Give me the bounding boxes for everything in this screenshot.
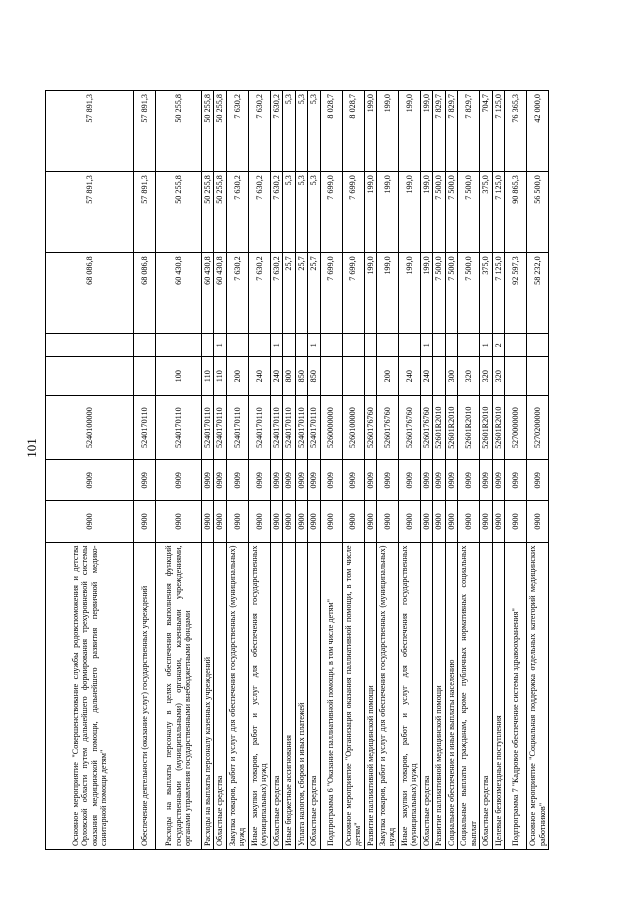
amount-year-1: 60 430,8	[214, 253, 226, 334]
expense-type-code: 240	[398, 357, 420, 396]
table-row	[270, 91, 282, 850]
amount-year-1: 25,7	[295, 253, 307, 334]
subsection-code: 0909	[134, 460, 156, 501]
amount-year-1: 68 086,8	[46, 253, 134, 334]
target-article-code: 5240170110	[134, 396, 156, 460]
table-row	[458, 91, 480, 850]
subsection-code: 0909	[283, 460, 295, 501]
extra-code	[398, 334, 420, 357]
table-row	[364, 91, 376, 850]
table-row	[527, 91, 549, 850]
row-name: Основное мероприятие "Совершенствование службы родовспоможения и детства Орловской области путем дальнейшего формирования трехуровневой системы оказания медицинской помощи, дальнейшего развития первичной медико-санитарной помощи детям"	[46, 542, 134, 849]
amount-year-1: 25,7	[308, 253, 320, 334]
section-code: 0900	[134, 501, 156, 542]
row-name: Целевые безвозмездные поступления	[492, 542, 504, 849]
amount-year-1: 92 597,3	[505, 253, 527, 334]
subsection-code: 0909	[433, 460, 445, 501]
target-article-code: 5260000000	[320, 396, 342, 460]
expense-type-code: 320	[480, 357, 492, 396]
expense-type-code: 100	[156, 357, 202, 396]
expense-type-code: 240	[420, 357, 432, 396]
amount-year-2: 375,0	[480, 172, 492, 253]
extra-code: 1	[214, 334, 226, 357]
table-row	[134, 91, 156, 850]
section-code: 0900	[308, 501, 320, 542]
amount-year-1: 7 630,2	[270, 253, 282, 334]
amount-year-1: 60 430,8	[156, 253, 202, 334]
section-code: 0900	[480, 501, 492, 542]
subsection-code: 0909	[458, 460, 480, 501]
row-name: Закупка товаров, работ и услуг для обеспечения государственных (муниципальных) нужд	[376, 542, 398, 849]
expense-type-code: 800	[283, 357, 295, 396]
extra-code	[156, 334, 202, 357]
expense-type-code: 300	[445, 357, 457, 396]
amount-year-3: 5,3	[283, 91, 295, 172]
target-article-code: 52601R2010	[433, 396, 445, 460]
subsection-code: 0909	[270, 460, 282, 501]
table-row	[46, 91, 134, 850]
section-code: 0900	[46, 501, 134, 542]
amount-year-2: 199,0	[364, 172, 376, 253]
amount-year-3: 5,3	[295, 91, 307, 172]
section-code: 0900	[342, 501, 364, 542]
extra-code	[364, 334, 376, 357]
section-code: 0900	[492, 501, 504, 542]
section-code: 0900	[214, 501, 226, 542]
amount-year-1: 60 430,8	[202, 253, 214, 334]
target-article-code: 5240100000	[46, 396, 134, 460]
row-name: Областные средства	[420, 542, 432, 849]
table-row	[492, 91, 504, 850]
expense-type-code	[527, 357, 549, 396]
expense-type-code	[364, 357, 376, 396]
section-code: 0900	[270, 501, 282, 542]
table-row	[283, 91, 295, 850]
table-row	[433, 91, 445, 850]
section-code: 0900	[283, 501, 295, 542]
amount-year-2: 7 699,0	[342, 172, 364, 253]
target-article-code: 5270000000	[505, 396, 527, 460]
section-code: 0900	[202, 501, 214, 542]
amount-year-3: 7 829,7	[445, 91, 457, 172]
amount-year-3: 199,0	[376, 91, 398, 172]
amount-year-2: 7 630,2	[270, 172, 282, 253]
subsection-code: 0909	[376, 460, 398, 501]
row-name: Развитие паллиативной медицинской помощи	[433, 542, 445, 849]
amount-year-3: 50 255,8	[156, 91, 202, 172]
amount-year-2: 7 500,0	[445, 172, 457, 253]
amount-year-1: 7 699,0	[320, 253, 342, 334]
amount-year-2: 56 500,0	[527, 172, 549, 253]
subsection-code: 0909	[295, 460, 307, 501]
subsection-code: 0909	[420, 460, 432, 501]
amount-year-3: 7 829,7	[458, 91, 480, 172]
extra-code	[46, 334, 134, 357]
extra-code: 1	[270, 334, 282, 357]
section-code: 0900	[420, 501, 432, 542]
amount-year-3: 7 829,7	[433, 91, 445, 172]
extra-code	[505, 334, 527, 357]
amount-year-1: 25,7	[283, 253, 295, 334]
table-row	[214, 91, 226, 850]
amount-year-3: 5,3	[308, 91, 320, 172]
subsection-code: 0909	[527, 460, 549, 501]
amount-year-3: 199,0	[420, 91, 432, 172]
row-name: Основное мероприятие "Социальная поддержка отдельных категорий медицинских работников"	[527, 542, 549, 849]
amount-year-2: 7 125,0	[492, 172, 504, 253]
table-row	[156, 91, 202, 850]
extra-code	[248, 334, 270, 357]
target-article-code: 5240170110	[295, 396, 307, 460]
row-name: Подпрограмма 7 "Кадровое обеспечение системы здравоохранения"	[505, 542, 527, 849]
amount-year-1: 7 500,0	[458, 253, 480, 334]
target-article-code: 5240170110	[214, 396, 226, 460]
subsection-code: 0909	[156, 460, 202, 501]
table-row	[505, 91, 527, 850]
row-name: Основное мероприятие "Организация оказания паллиативной помощи, в том числе детям"	[342, 542, 364, 849]
table-row	[342, 91, 364, 850]
subsection-code: 0909	[320, 460, 342, 501]
amount-year-3: 50 255,8	[202, 91, 214, 172]
table-row	[308, 91, 320, 850]
extra-code: 1	[308, 334, 320, 357]
extra-code: 2	[492, 334, 504, 357]
extra-code	[283, 334, 295, 357]
extra-code	[433, 334, 445, 357]
subsection-code: 0909	[445, 460, 457, 501]
amount-year-3: 199,0	[398, 91, 420, 172]
amount-year-2: 7 699,0	[320, 172, 342, 253]
expense-type-code: 240	[270, 357, 282, 396]
amount-year-2: 199,0	[420, 172, 432, 253]
expense-type-code	[320, 357, 342, 396]
amount-year-3: 57 891,3	[46, 91, 134, 172]
expense-type-code: 320	[458, 357, 480, 396]
subsection-code: 0909	[226, 460, 248, 501]
extra-code	[320, 334, 342, 357]
extra-code	[527, 334, 549, 357]
page-number: 101	[24, 438, 39, 458]
amount-year-1: 7 699,0	[342, 253, 364, 334]
subsection-code: 0909	[248, 460, 270, 501]
section-code: 0900	[248, 501, 270, 542]
budget-table-body	[46, 91, 549, 850]
target-article-code: 52601R2010	[445, 396, 457, 460]
subsection-code: 0909	[46, 460, 134, 501]
expense-type-code	[46, 357, 134, 396]
amount-year-3: 50 255,8	[214, 91, 226, 172]
table-row	[295, 91, 307, 850]
section-code: 0900	[445, 501, 457, 542]
expense-type-code: 110	[214, 357, 226, 396]
section-code: 0900	[505, 501, 527, 542]
amount-year-2: 199,0	[376, 172, 398, 253]
section-code: 0900	[458, 501, 480, 542]
amount-year-1: 7 125,0	[492, 253, 504, 334]
section-code: 0900	[433, 501, 445, 542]
extra-code	[202, 334, 214, 357]
table-row	[202, 91, 214, 850]
target-article-code: 5240170110	[248, 396, 270, 460]
amount-year-1: 199,0	[398, 253, 420, 334]
extra-code	[342, 334, 364, 357]
amount-year-2: 7 500,0	[458, 172, 480, 253]
amount-year-2: 50 255,8	[202, 172, 214, 253]
row-name: Областные средства	[270, 542, 282, 849]
extra-code	[458, 334, 480, 357]
amount-year-3: 42 000,0	[527, 91, 549, 172]
amount-year-3: 7 630,2	[270, 91, 282, 172]
amount-year-1: 199,0	[420, 253, 432, 334]
amount-year-2: 5,3	[308, 172, 320, 253]
row-name: Обеспечение деятельности (оказание услуг) государственных учреждений	[134, 542, 156, 849]
amount-year-3: 8 028,7	[342, 91, 364, 172]
amount-year-1: 375,0	[480, 253, 492, 334]
expense-type-code	[134, 357, 156, 396]
target-article-code: 5240170110	[270, 396, 282, 460]
row-name: Расходы на выплаты персоналу в целях обеспечения выполнения функций государственными (муниципальными) органами, казенными учреждениями, органами управления государственными внебюджетными фондами	[156, 542, 202, 849]
target-article-code: 5270200000	[527, 396, 549, 460]
amount-year-3: 704,7	[480, 91, 492, 172]
amount-year-2: 5,3	[283, 172, 295, 253]
target-article-code: 5260176760	[420, 396, 432, 460]
expense-type-code: 240	[248, 357, 270, 396]
expense-type-code	[342, 357, 364, 396]
amount-year-2: 7 630,2	[226, 172, 248, 253]
subsection-code: 0909	[214, 460, 226, 501]
extra-code: 1	[420, 334, 432, 357]
expense-type-code: 200	[376, 357, 398, 396]
row-name: Социальное обеспечение и иные выплаты населению	[445, 542, 457, 849]
extra-code	[134, 334, 156, 357]
amount-year-1: 7 630,2	[248, 253, 270, 334]
amount-year-2: 7 500,0	[433, 172, 445, 253]
target-article-code: 5260100000	[342, 396, 364, 460]
subsection-code: 0909	[202, 460, 214, 501]
target-article-code: 5260176760	[398, 396, 420, 460]
expense-type-code: 110	[202, 357, 214, 396]
section-code: 0900	[295, 501, 307, 542]
expense-type-code: 320	[492, 357, 504, 396]
row-name: Расходы на выплаты персоналу казенных учреждений	[202, 542, 214, 849]
extra-code	[295, 334, 307, 357]
expense-type-code: 200	[226, 357, 248, 396]
subsection-code: 0909	[308, 460, 320, 501]
amount-year-2: 50 255,8	[156, 172, 202, 253]
target-article-code: 5240170110	[202, 396, 214, 460]
row-name: Уплата налогов, сборов и иных платежей	[295, 542, 307, 849]
extra-code	[376, 334, 398, 357]
target-article-code: 52601R2010	[492, 396, 504, 460]
amount-year-2: 50 255,8	[214, 172, 226, 253]
target-article-code: 5240170110	[226, 396, 248, 460]
row-name: Развитие паллиативной медицинской помощи	[364, 542, 376, 849]
table-row	[398, 91, 420, 850]
amount-year-1: 7 500,0	[433, 253, 445, 334]
table-row	[445, 91, 457, 850]
amount-year-3: 7 630,2	[248, 91, 270, 172]
section-code: 0900	[156, 501, 202, 542]
amount-year-1: 7 500,0	[445, 253, 457, 334]
budget-table	[45, 90, 549, 850]
amount-year-2: 199,0	[398, 172, 420, 253]
expense-type-code	[433, 357, 445, 396]
budget-table-container	[45, 90, 605, 850]
extra-code: 1	[480, 334, 492, 357]
subsection-code: 0909	[492, 460, 504, 501]
expense-type-code: 850	[308, 357, 320, 396]
table-row	[226, 91, 248, 850]
extra-code	[445, 334, 457, 357]
amount-year-3: 7 125,0	[492, 91, 504, 172]
amount-year-3: 7 630,2	[226, 91, 248, 172]
amount-year-2: 5,3	[295, 172, 307, 253]
amount-year-3: 57 891,3	[134, 91, 156, 172]
row-name: Социальные выплаты гражданам, кроме публичных нормативных социальных выплат	[458, 542, 480, 849]
amount-year-1: 58 232,0	[527, 253, 549, 334]
amount-year-1: 68 086,8	[134, 253, 156, 334]
target-article-code: 5240170110	[283, 396, 295, 460]
target-article-code: 5260176760	[364, 396, 376, 460]
section-code: 0900	[364, 501, 376, 542]
amount-year-3: 199,0	[364, 91, 376, 172]
extra-code	[226, 334, 248, 357]
table-row	[320, 91, 342, 850]
target-article-code: 5240170110	[156, 396, 202, 460]
table-row	[480, 91, 492, 850]
expense-type-code: 850	[295, 357, 307, 396]
amount-year-2: 57 891,3	[46, 172, 134, 253]
amount-year-2: 7 630,2	[248, 172, 270, 253]
amount-year-1: 199,0	[364, 253, 376, 334]
section-code: 0900	[226, 501, 248, 542]
section-code: 0900	[398, 501, 420, 542]
row-name: Иные закупки товаров, работ и услуг для обеспечения государственных (муниципальных) нужд	[248, 542, 270, 849]
row-name: Подпрограмма 6 "Оказание паллиативной помощи, в том числе детям"	[320, 542, 342, 849]
subsection-code: 0909	[342, 460, 364, 501]
table-row	[248, 91, 270, 850]
amount-year-1: 7 630,2	[226, 253, 248, 334]
table-row	[376, 91, 398, 850]
row-name: Областные средства	[214, 542, 226, 849]
table-row	[420, 91, 432, 850]
row-name: Закупка товаров, работ и услуг для обеспечения государственных (муниципальных) нужд	[226, 542, 248, 849]
target-article-code: 5260176760	[376, 396, 398, 460]
amount-year-1: 199,0	[376, 253, 398, 334]
subsection-code: 0909	[364, 460, 376, 501]
target-article-code: 5240170110	[308, 396, 320, 460]
row-name: Областные средства	[480, 542, 492, 849]
amount-year-3: 8 028,7	[320, 91, 342, 172]
section-code: 0900	[376, 501, 398, 542]
target-article-code: 52601R2010	[458, 396, 480, 460]
target-article-code: 52601R2010	[480, 396, 492, 460]
expense-type-code	[505, 357, 527, 396]
row-name: Областные средства	[308, 542, 320, 849]
row-name: Иные закупки товаров, работ и услуг для обеспечения государственных (муниципальных) нужд	[398, 542, 420, 849]
subsection-code: 0909	[398, 460, 420, 501]
amount-year-2: 90 865,3	[505, 172, 527, 253]
amount-year-2: 57 891,3	[134, 172, 156, 253]
section-code: 0900	[320, 501, 342, 542]
subsection-code: 0909	[480, 460, 492, 501]
subsection-code: 0909	[505, 460, 527, 501]
amount-year-3: 76 365,3	[505, 91, 527, 172]
row-name: Иные бюджетные ассигнования	[283, 542, 295, 849]
section-code: 0900	[527, 501, 549, 542]
